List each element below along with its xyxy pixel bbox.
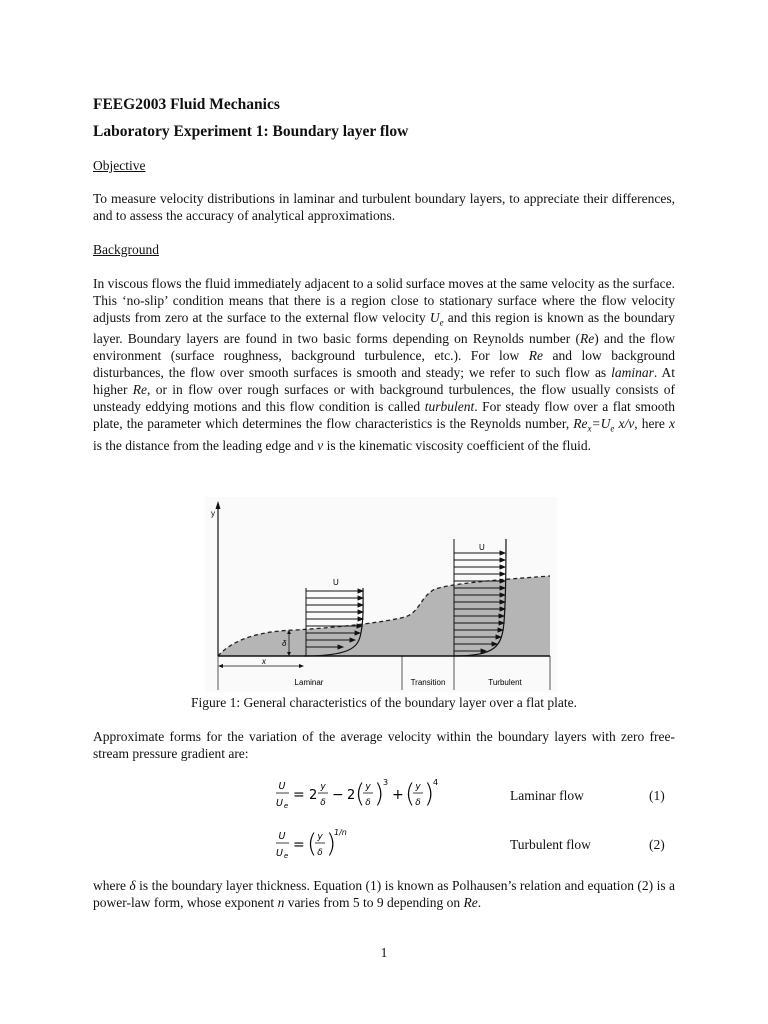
svg-text:e: e bbox=[283, 852, 289, 860]
svg-text:y: y bbox=[317, 832, 323, 842]
background-heading: Background bbox=[93, 242, 159, 257]
objective-paragraph: To measure velocity distributions in laminar and turbulent boundary layers, to appreciate their differences, and to assess the accuracy of analytical approximations. bbox=[93, 191, 675, 223]
experiment-title: Laboratory Experiment 1: Boundary layer flow bbox=[93, 123, 409, 140]
svg-text:2: 2 bbox=[309, 788, 318, 803]
svg-text:y: y bbox=[320, 782, 326, 792]
eq1-number: (1) bbox=[649, 788, 665, 803]
svg-text:δ: δ bbox=[365, 798, 371, 808]
course-title: FEEG2003 Fluid Mechanics bbox=[93, 96, 280, 113]
eq2-number: (2) bbox=[649, 837, 665, 852]
svg-text:4: 4 bbox=[433, 778, 439, 787]
region-transition-label: Transition bbox=[410, 678, 446, 687]
objective-heading: Objective bbox=[93, 158, 146, 173]
laminar-equation bbox=[268, 776, 468, 820]
svg-text:(: ( bbox=[405, 779, 416, 809]
figure-caption: Figure 1: General characteristics of the boundary layer over a flat plate. bbox=[190, 695, 578, 710]
page-number: 1 bbox=[380, 945, 388, 960]
svg-text:=: = bbox=[293, 837, 305, 853]
svg-text:δ: δ bbox=[415, 798, 421, 808]
svg-text:U: U bbox=[278, 831, 286, 842]
svg-text:): ) bbox=[326, 829, 337, 859]
svg-text:e: e bbox=[283, 802, 289, 810]
eq2-label: Turbulent flow bbox=[510, 837, 591, 852]
svg-text:U: U bbox=[276, 798, 283, 809]
svg-text:δ: δ bbox=[320, 798, 326, 808]
svg-text:−: − bbox=[332, 787, 344, 803]
background-paragraph: In viscous flows the fluid immediately adjacent to a solid surface moves at the same velocity as the surface. This ‘no-slip’ condition means that there is a region close to stationary surface where the flow velocity adjusts from zero at the surface to the external flow velocity $U_e$ and this region is known as the boundary layer. Boundary layers are found in two basic forms depending on Reynolds number (Re) and the flow environment (surface roughness, background turbulence, etc.). For low Re and low background disturbances, the flow over smooth surfaces is smooth and steady; we refer to such flow as laminar. At higher Re, or in flow over rough surfaces or with background turbulences, the flow usually consists of unsteady eddying motions and this flow condition is called turbulent. For steady flow over a flat smooth plate, the parameter which determines the flow characteristics is the Reynolds number, $Re_x=U_e$ x/ν, here x is the distance from the leading edge and ν is the kinematic viscosity coefficient of the fluid. bbox=[93, 276, 676, 453]
svg-text:=: = bbox=[293, 787, 305, 803]
closing-paragraph: where δ is the boundary layer thickness. Equation (1) is known as Polhausen’s relation and equation (2) is a power-law form, whose exponent n varies from 5 to 9 depending on Re. bbox=[93, 878, 676, 910]
svg-text:(: ( bbox=[307, 829, 318, 859]
svg-text:U: U bbox=[276, 848, 283, 859]
svg-text:y: y bbox=[415, 782, 421, 792]
svg-text:+: + bbox=[392, 787, 404, 803]
svg-text:(: ( bbox=[355, 779, 366, 809]
laminar-velocity-arrows bbox=[306, 589, 363, 649]
x-label: x bbox=[262, 657, 266, 666]
approximation-paragraph: Approximate forms for the variation of the average velocity within the boundary layers with zero free-stream pressure gradient are: bbox=[93, 729, 675, 761]
svg-text:U: U bbox=[278, 781, 286, 792]
turbulent-equation bbox=[268, 826, 388, 870]
laminar-u-label: U bbox=[333, 578, 339, 587]
svg-text:): ) bbox=[424, 779, 435, 809]
svg-text:3: 3 bbox=[383, 778, 389, 787]
svg-text:δ: δ bbox=[317, 848, 323, 858]
svg-text:y: y bbox=[365, 782, 371, 792]
turbulent-u-label: U bbox=[479, 543, 485, 552]
delta-label: δ bbox=[282, 639, 287, 648]
svg-text:1/n: 1/n bbox=[334, 828, 347, 837]
boundary-layer-figure bbox=[205, 497, 557, 692]
svg-text:2: 2 bbox=[347, 788, 356, 803]
eq1-label: Laminar flow bbox=[510, 788, 584, 803]
y-axis-label: y bbox=[211, 509, 215, 518]
svg-text:): ) bbox=[374, 779, 385, 809]
region-turbulent-label: Turbulent bbox=[488, 678, 522, 687]
region-laminar-label: Laminar bbox=[294, 678, 324, 687]
